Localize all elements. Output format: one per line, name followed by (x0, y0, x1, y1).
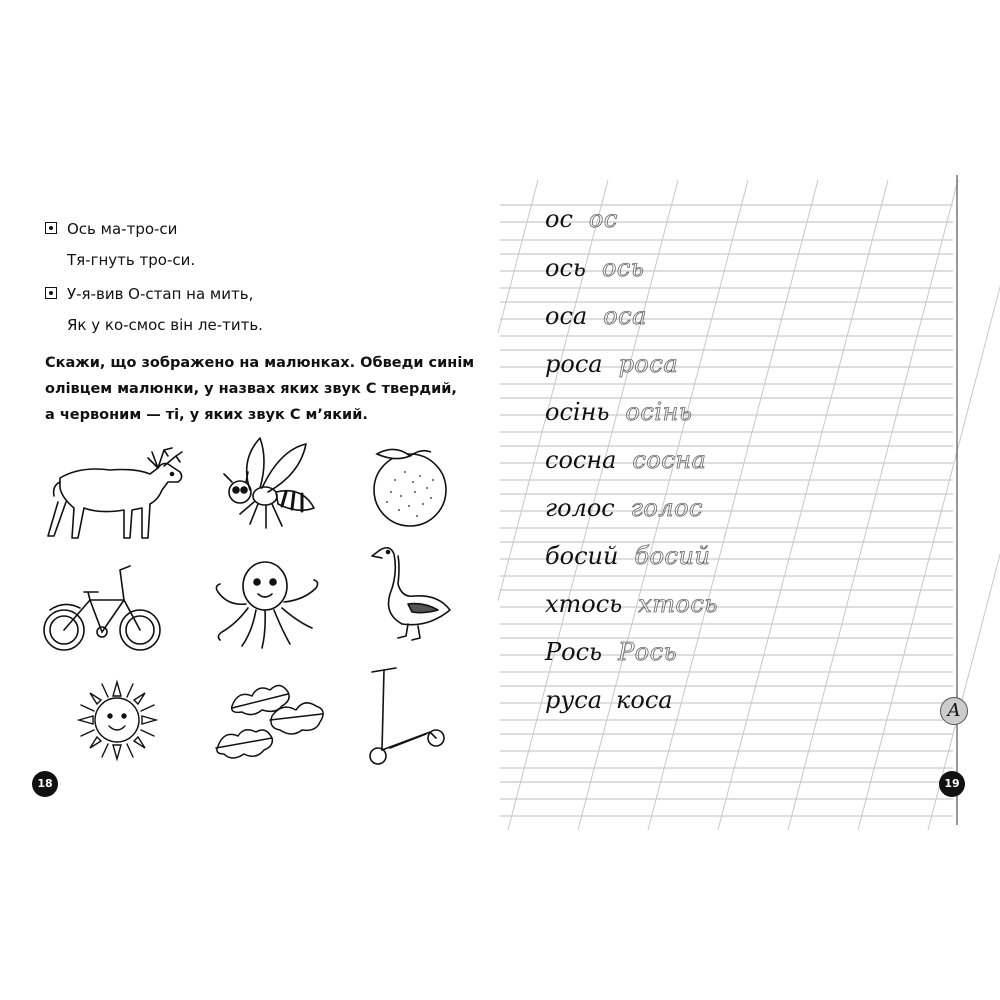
sun-picture (75, 678, 160, 763)
sample-word-2: коса (616, 686, 673, 714)
rhyme-2-line-1: У-я-вив О-стап на мить, (67, 285, 254, 303)
sample-word: босий (545, 542, 619, 570)
trace-word: босий (634, 542, 711, 570)
sample-word: голос (545, 494, 615, 522)
task-line-2: олівцем малюнки, у назвах яких звук С твердий, (45, 381, 457, 397)
page-number: 18 (32, 771, 58, 797)
left-page (0, 0, 490, 1000)
copy-row (545, 590, 718, 630)
sample-word: роса (545, 350, 603, 378)
copy-row (545, 494, 703, 534)
trace-word: ос (588, 205, 618, 233)
sample-word: оса (545, 302, 588, 330)
copy-row (545, 398, 692, 438)
task-instructions (45, 350, 475, 428)
trace-word: Рось (618, 638, 678, 666)
orange-picture (365, 440, 455, 530)
sample-word: ос (545, 205, 573, 233)
trace-word: голос (630, 494, 703, 522)
sample-word: хтось (545, 590, 623, 618)
scooter-picture (366, 666, 446, 771)
copy-row (545, 638, 677, 678)
sample-word: Рось (545, 638, 603, 666)
task-line-1: Скажи, що зображено на малюнках. Обведи синім (45, 355, 475, 371)
oak-leaves-picture (212, 676, 332, 766)
sample-word: ось (545, 254, 586, 282)
copy-row (545, 254, 644, 294)
wasp-picture (210, 430, 320, 540)
goose-picture (368, 544, 458, 644)
trace-word: роса (618, 350, 679, 378)
sample-word: осінь (545, 398, 610, 426)
sample-word: сосна (545, 446, 617, 474)
reading-bullet-icon (45, 287, 57, 299)
trace-word: оса (603, 302, 647, 330)
page-number: 19 (939, 771, 965, 797)
rhyme-2 (45, 279, 263, 341)
trace-word: сосна (632, 446, 707, 474)
octopus-picture (208, 552, 323, 652)
copy-row (545, 542, 710, 582)
task-line-3: а червоним — ті, у яких звук С м’який. (45, 407, 368, 423)
copy-row (545, 205, 618, 245)
trace-word: осінь (625, 398, 693, 426)
copy-row-final (545, 686, 673, 726)
reading-bullet-icon (45, 222, 57, 234)
moose-picture (40, 438, 190, 548)
bicycle-picture (40, 560, 165, 660)
rhyme-1-line-2: Тя-гнуть тро-си. (67, 251, 196, 269)
trace-word: хтось (638, 590, 718, 618)
rhyme-1 (45, 214, 195, 276)
sample-word: руса (545, 686, 603, 714)
rhyme-1-line-1: Ось ма-тро-си (67, 220, 178, 238)
copy-row (545, 350, 678, 390)
copy-row (545, 446, 706, 486)
letter-a-badge: A (940, 697, 968, 725)
trace-word: ось (601, 254, 645, 282)
rhyme-2-line-2: Як у ко-смос він ле-тить. (67, 316, 263, 334)
copy-row (545, 302, 647, 342)
